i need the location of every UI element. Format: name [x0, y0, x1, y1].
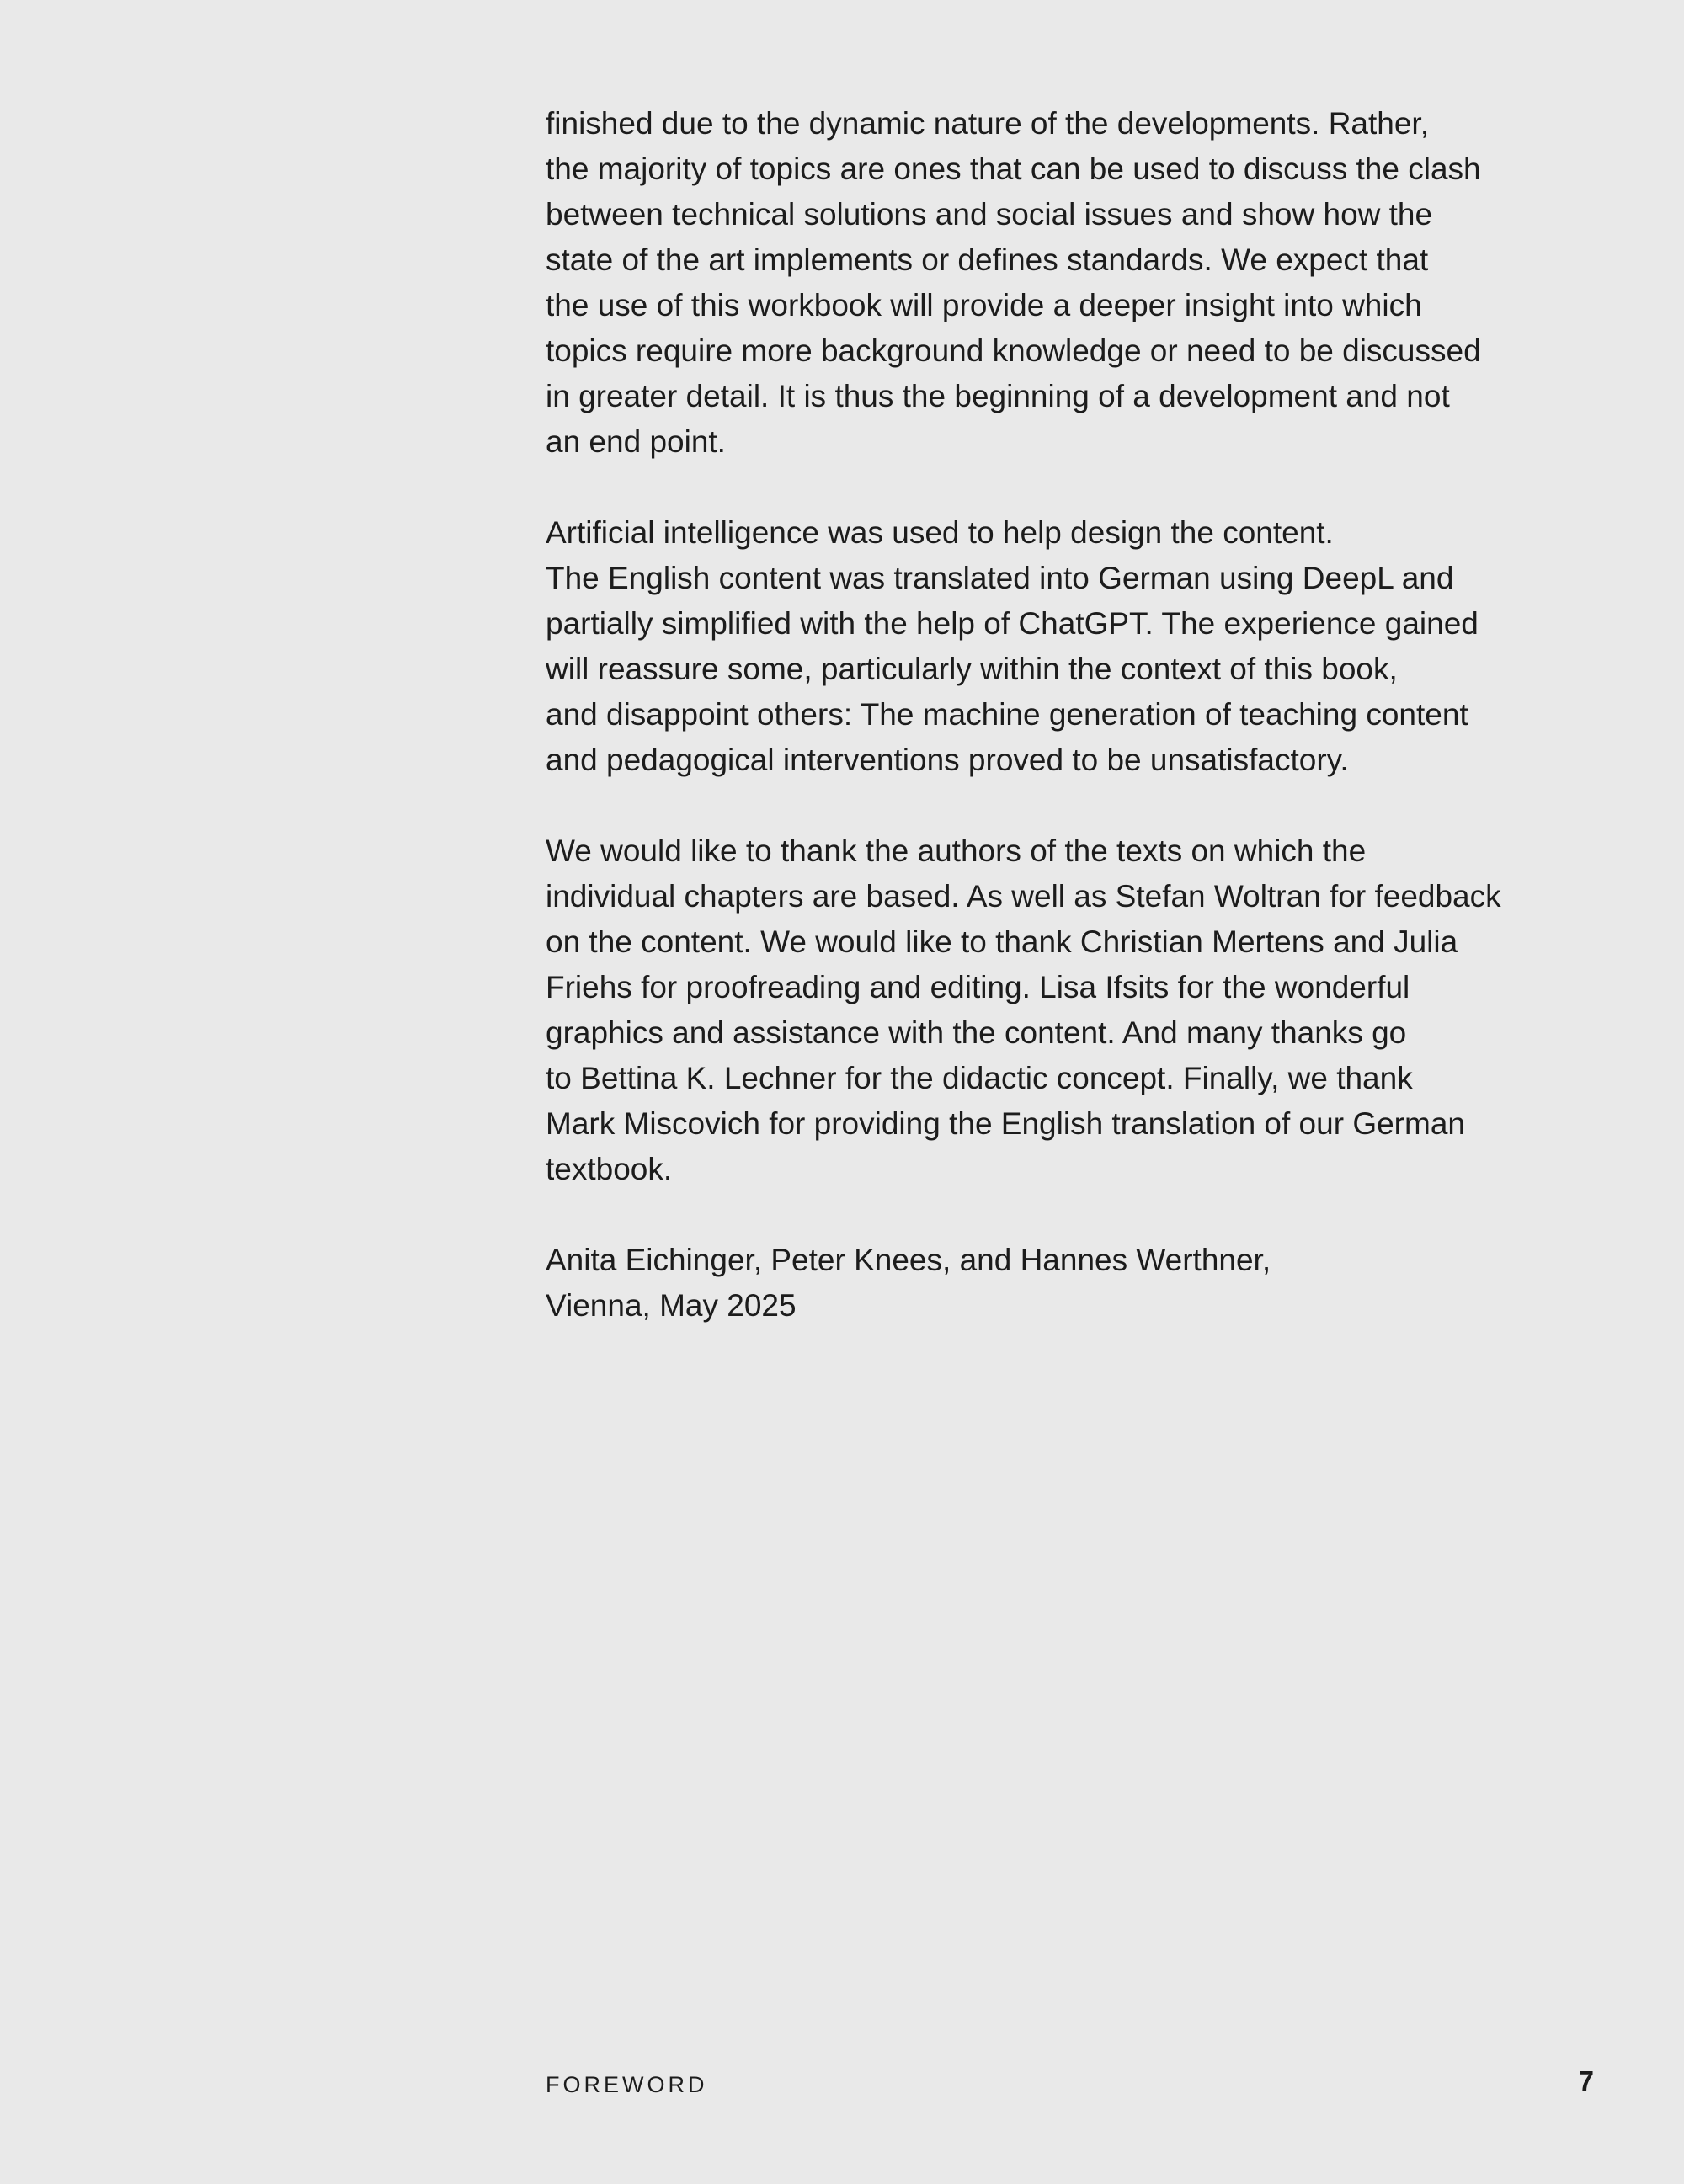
paragraph-acknowledgements	[546, 828, 1598, 1192]
text-line: to Bettina K. Lechner for the didactic concept. Finally, we thank	[546, 1061, 1413, 1095]
text-line: Mark Miscovich for providing the English translation of our German	[546, 1106, 1465, 1141]
text-line: on the content. We would like to thank Christian Mertens and Julia	[546, 924, 1458, 959]
author-names: Anita Eichinger, Peter Knees, and Hannes Werthner,	[546, 1243, 1271, 1277]
place-and-date: Vienna, May 2025	[546, 1288, 797, 1323]
text-line: between technical solutions and social issues and show how the	[546, 197, 1433, 232]
text-line: topics require more background knowledge or need to be discussed	[546, 333, 1481, 368]
text-line: the use of this workbook will provide a deeper insight into which	[546, 288, 1422, 322]
text-line: partially simplified with the help of ChatGPT. The experience gained	[546, 606, 1479, 641]
text-line: will reassure some, particularly within the context of this book,	[546, 652, 1398, 686]
text-line: Artificial intelligence was used to help design the content.	[546, 515, 1334, 550]
text-line: an end point.	[546, 424, 726, 459]
text-line: Friehs for proofreading and editing. Lisa Ifsits for the wonderful	[546, 970, 1410, 1004]
text-line: and disappoint others: The machine generation of teaching content	[546, 697, 1468, 732]
text-line: and pedagogical interventions proved to be unsatisfactory.	[546, 743, 1349, 777]
text-line: graphics and assistance with the content. And many thanks go	[546, 1015, 1407, 1050]
paragraph-signature	[546, 1238, 1598, 1329]
page-number: 7	[1578, 2065, 1594, 2096]
paragraph-dynamic-topics	[546, 101, 1598, 465]
text-line: The English content was translated into German using DeepL and	[546, 561, 1454, 595]
text-line: in greater detail. It is thus the beginning of a development and not	[546, 379, 1450, 413]
text-line: individual chapters are based. As well as Stefan Woltran for feedback	[546, 879, 1501, 914]
text-line: the majority of topics are ones that can be used to discuss the clash	[546, 152, 1481, 186]
running-footer-section-label: FOREWORD	[546, 2072, 708, 2097]
text-line: state of the art implements or defines standards. We expect that	[546, 242, 1429, 277]
paragraph-artificial-intelligence	[546, 510, 1598, 783]
body-text	[546, 101, 1598, 1374]
text-line: textbook.	[546, 1152, 673, 1186]
text-line: We would like to thank the authors of the texts on which the	[546, 834, 1367, 868]
text-line: finished due to the dynamic nature of the developments. Rather,	[546, 106, 1429, 141]
